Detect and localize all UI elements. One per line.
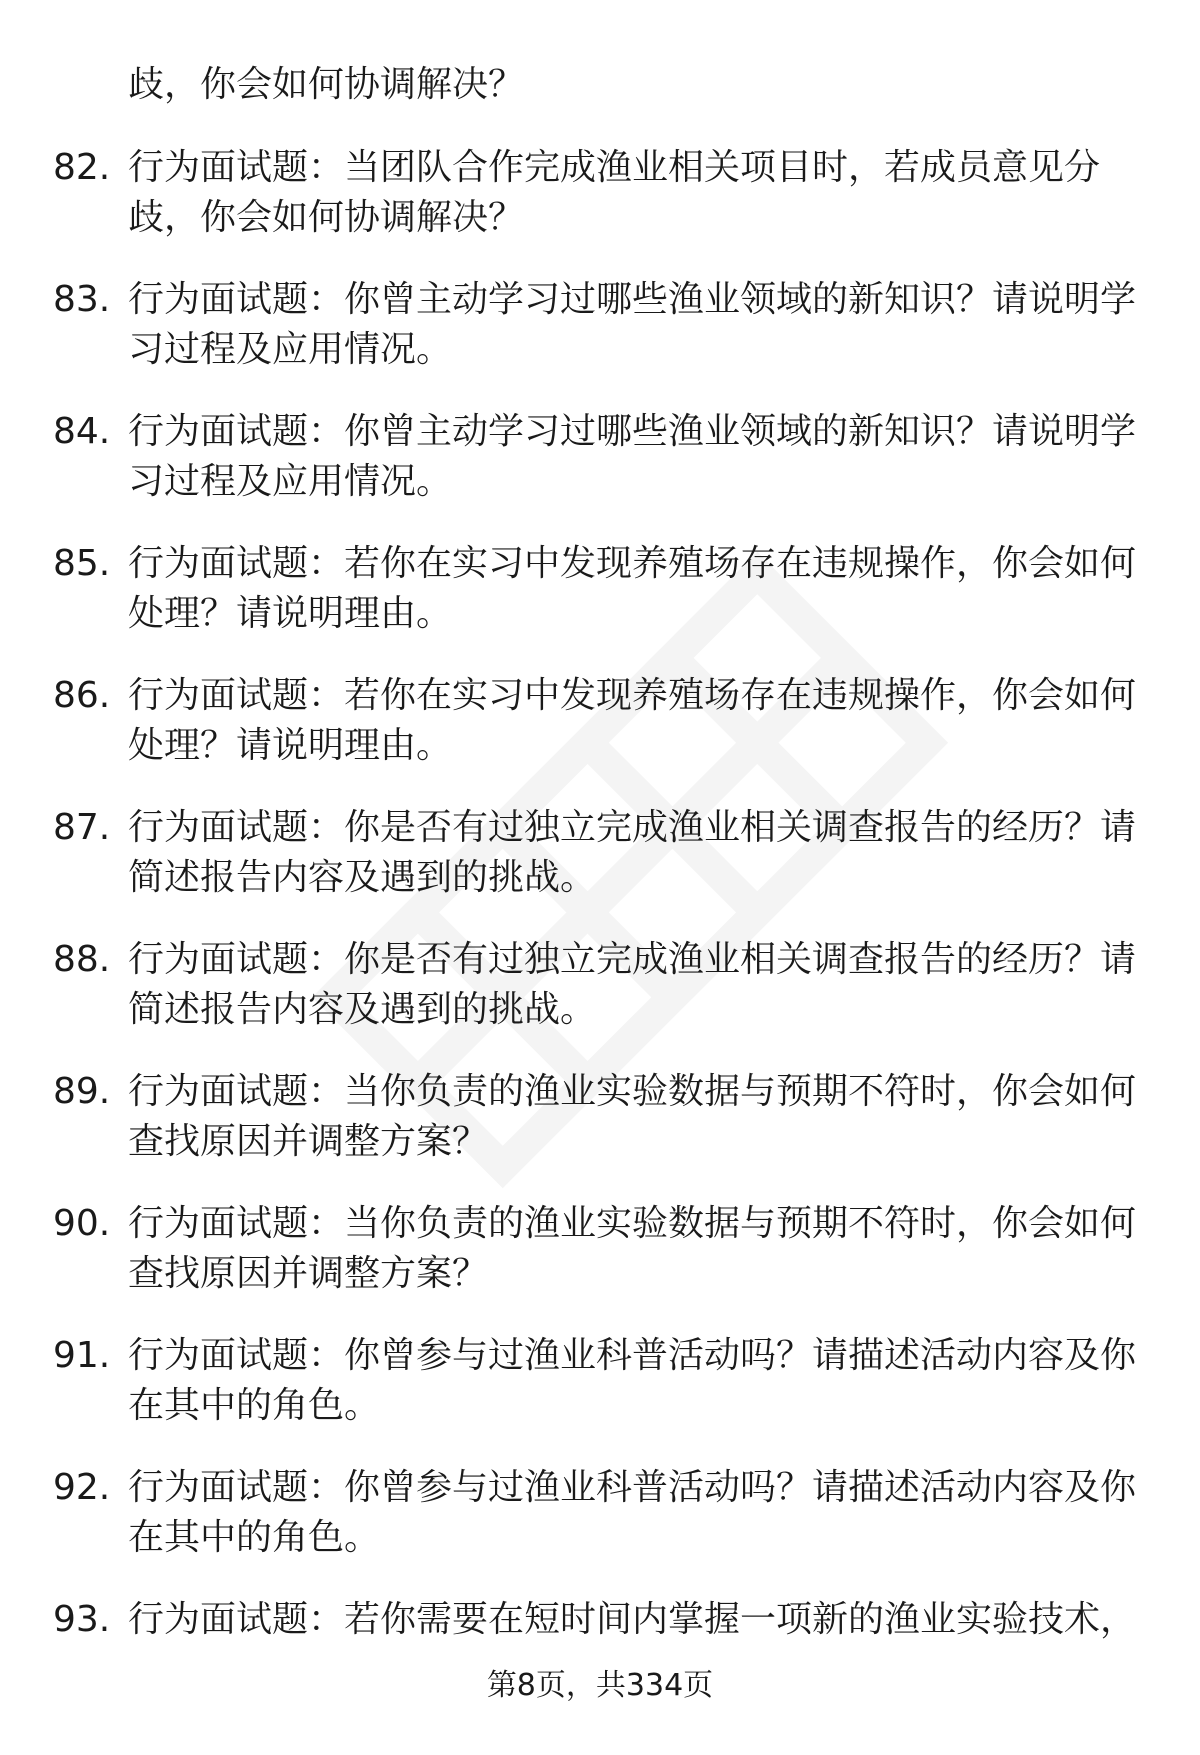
question-item (0, 935, 1200, 1035)
question-text: 行为面试题：若你在实习中发现养殖场存在违规操作，你会如何处理？请说明理由。 (128, 675, 1137, 766)
question-number: 92. (53, 1467, 111, 1508)
question-text: 行为面试题：若你在实习中发现养殖场存在违规操作，你会如何处理？请说明理由。 (128, 543, 1137, 634)
question-item (0, 407, 1200, 507)
question-list (0, 143, 1200, 1677)
question-number: 90. (53, 1203, 111, 1244)
question-item (0, 539, 1200, 639)
question-number: 83. (53, 279, 111, 320)
question-item (0, 143, 1200, 243)
question-number: 88. (53, 939, 111, 980)
question-item (0, 671, 1200, 771)
question-item (0, 275, 1200, 375)
question-number: 93. (53, 1599, 111, 1640)
question-item (0, 1331, 1200, 1431)
question-item (0, 1595, 1200, 1645)
question-number: 86. (53, 675, 111, 716)
page-footer: 第8页，共334页 (486, 1668, 714, 1703)
question-text: 行为面试题：你是否有过独立完成渔业相关调查报告的经历？请简述报告内容及遇到的挑战。 (128, 807, 1137, 898)
question-number: 87. (53, 807, 111, 848)
question-text: 行为面试题：你是否有过独立完成渔业相关调查报告的经历？请简述报告内容及遇到的挑战。 (128, 939, 1137, 1030)
question-text: 行为面试题：你曾参与过渔业科普活动吗？请描述活动内容及你在其中的角色。 (128, 1467, 1137, 1558)
question-item (0, 1463, 1200, 1563)
question-number: 84. (53, 411, 111, 452)
question-number: 91. (53, 1335, 111, 1376)
question-text: 行为面试题：当团队合作完成渔业相关项目时，若成员意见分歧，你会如何协调解决？ (128, 147, 1101, 238)
question-item (0, 1067, 1200, 1167)
continuation-text: 歧，你会如何协调解决？ (128, 64, 525, 105)
question-item (0, 1199, 1200, 1299)
question-text: 行为面试题：当你负责的渔业实验数据与预期不符时，你会如何查找原因并调整方案？ (128, 1071, 1137, 1162)
question-text: 行为面试题：你曾主动学习过哪些渔业领域的新知识？请说明学习过程及应用情况。 (128, 279, 1137, 370)
question-text: 行为面试题：你曾主动学习过哪些渔业领域的新知识？请说明学习过程及应用情况。 (128, 411, 1137, 502)
question-number: 85. (53, 543, 111, 584)
question-text: 行为面试题：若你需要在短时间内掌握一项新的渔业实验技术， (128, 1599, 1137, 1640)
question-text: 行为面试题：当你负责的渔业实验数据与预期不符时，你会如何查找原因并调整方案？ (128, 1203, 1137, 1294)
question-item (0, 803, 1200, 903)
question-number: 89. (53, 1071, 111, 1112)
question-text: 行为面试题：你曾参与过渔业科普活动吗？请描述活动内容及你在其中的角色。 (128, 1335, 1137, 1426)
question-number: 82. (53, 147, 111, 188)
